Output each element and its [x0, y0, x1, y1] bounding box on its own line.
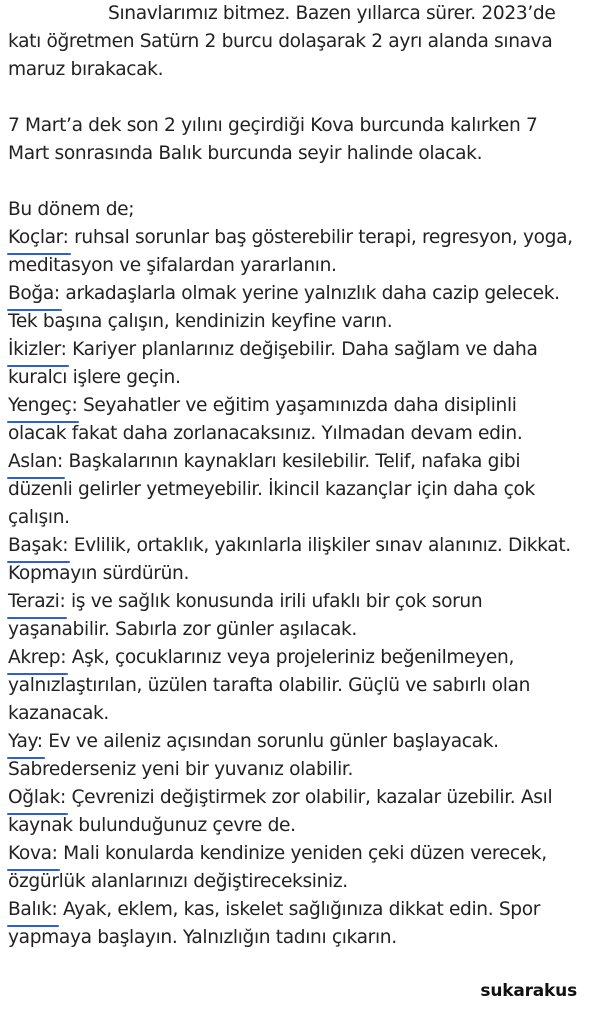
sign-text: arkadaşlarla olmak yerine yalnızlık daha cazip gelecek.: [59, 283, 560, 304]
sign-text: Evlilik, ortaklık, yakınlarla ilişkiler sınav alanınız. Dikkat.: [68, 535, 571, 556]
lead-line: Bu dönem de;: [8, 199, 135, 220]
saturn-paragraph: [8, 112, 593, 168]
sign-continuation-line: Kopmayın sürdürün.: [8, 563, 190, 584]
horoscope-document: [8, 0, 593, 952]
sign-entry: [8, 532, 593, 588]
sign-first-line: [8, 896, 593, 924]
sign-entry: [8, 728, 593, 784]
sign-name: Terazi:: [8, 588, 65, 616]
sign-name: Kova:: [8, 840, 58, 868]
sign-name: Yengeç:: [8, 392, 77, 420]
sign-first-line: [8, 840, 593, 868]
sign-continuation-line: yaşanabilir. Sabırla zor günler aşılacak.: [8, 619, 357, 640]
sign-text: Başkalarının kaynakları kesilebilir. Telif, nafaka gibi: [62, 451, 521, 472]
sign-continuation-line: olacak fakat daha zorlanacaksınız. Yılmadan devam edin.: [8, 423, 523, 444]
sign-first-line: [8, 728, 593, 756]
sign-entry: [8, 280, 593, 336]
sign-name: Yay:: [8, 728, 43, 756]
sign-name: Akrep:: [8, 644, 66, 672]
sign-entry: [8, 644, 593, 728]
sign-continuation-line: kuralcı işlere geçin.: [8, 367, 181, 388]
author-signature: sukarakus: [480, 981, 577, 1001]
sign-continuation-line: meditasyon ve şifalardan yararlanın.: [8, 255, 337, 276]
sign-text: Çevrenizi değiştirmek zor olabilir, kazalar üzebilir. Asıl: [65, 787, 553, 808]
sign-name: Boğa:: [8, 280, 60, 308]
sign-entry: [8, 224, 593, 280]
sign-name: Balık:: [8, 896, 57, 924]
sign-first-line: [8, 588, 593, 616]
saturn-line: 7 Mart’a dek son 2 yılını geçirdiği Kova burcunda kalırken 7: [8, 115, 538, 136]
sign-entry: [8, 588, 593, 644]
sign-name: İkizler:: [8, 336, 67, 364]
sign-first-line: [8, 532, 593, 560]
intro-paragraph: [8, 0, 593, 84]
sign-entry: [8, 392, 593, 448]
sign-continuation-line: kazanacak.: [8, 703, 109, 724]
sign-first-line: [8, 224, 593, 252]
sign-continuation-line: yalnızlaştırılan, üzülen tarafta olabilir. Güçlü ve sabırlı olan: [8, 675, 531, 696]
sign-text: Aşk, çocuklarınız veya projeleriniz beğenilmeyen,: [66, 647, 515, 668]
sign-text: Kariyer planlarınız değişebilir. Daha sağlam ve daha: [66, 339, 538, 360]
intro-line: Sınavlarımız bitmez. Bazen yıllarca sürer. 2023’de: [108, 3, 556, 24]
sign-first-line: [8, 448, 593, 476]
sign-continuation-line: özgürlük alanlarınızı değiştireceksiniz.: [8, 871, 348, 892]
sign-first-line: [8, 784, 593, 812]
sign-name: Oğlak:: [8, 784, 66, 812]
sign-entry: [8, 448, 593, 532]
sign-text: Mali konularda kendinize yeniden çeki düzen verecek,: [57, 843, 547, 864]
sign-continuation-line: yapmaya başlayın. Yalnızlığın tadını çıkarın.: [8, 927, 397, 948]
sign-first-line: [8, 644, 593, 672]
sign-first-line: [8, 280, 593, 308]
intro-line: maruz bırakacak.: [8, 59, 164, 80]
sign-entry: [8, 336, 593, 392]
sign-entry: [8, 840, 593, 896]
sign-name: Başak:: [8, 532, 68, 560]
sign-name: Aslan:: [8, 448, 63, 476]
sign-first-line: [8, 392, 593, 420]
sign-entry: [8, 896, 593, 952]
sign-continuation-line: kaynak bulunduğunuz çevre de.: [8, 815, 296, 836]
sign-name: Koçlar:: [8, 224, 69, 252]
sign-text: Seyahatler ve eğitim yaşamınızda daha disiplinli: [77, 395, 517, 416]
sign-text: iş ve sağlık konusunda irili ufaklı bir çok sorun: [65, 591, 483, 612]
sign-text: Ev ve aileniz açısından sorunlu günler başlayacak.: [42, 731, 499, 752]
sign-first-line: [8, 336, 593, 364]
sign-text: ruhsal sorunlar baş gösterebilir terapi, regresyon, yoga,: [68, 227, 573, 248]
sign-list: [8, 224, 593, 952]
sign-continuation-line: çalışın.: [8, 507, 70, 528]
saturn-line: Mart sonrasında Balık burcunda seyir halinde olacak.: [8, 143, 483, 164]
sign-entry: [8, 784, 593, 840]
sign-continuation-line: Sabrederseniz yeni bir yuvanız olabilir.: [8, 759, 354, 780]
sign-continuation-line: Tek başına çalışın, kendinizin keyfine varın.: [8, 311, 393, 332]
sign-text: Ayak, eklem, kas, iskelet sağlığınıza dikkat edin. Spor: [57, 899, 541, 920]
intro-line: katı öğretmen Satürn 2 burcu dolaşarak 2 ayrı alanda sınava: [8, 31, 553, 52]
sign-continuation-line: düzenli gelirler yetmeyebilir. İkincil kazançlar için daha çok: [8, 479, 535, 500]
